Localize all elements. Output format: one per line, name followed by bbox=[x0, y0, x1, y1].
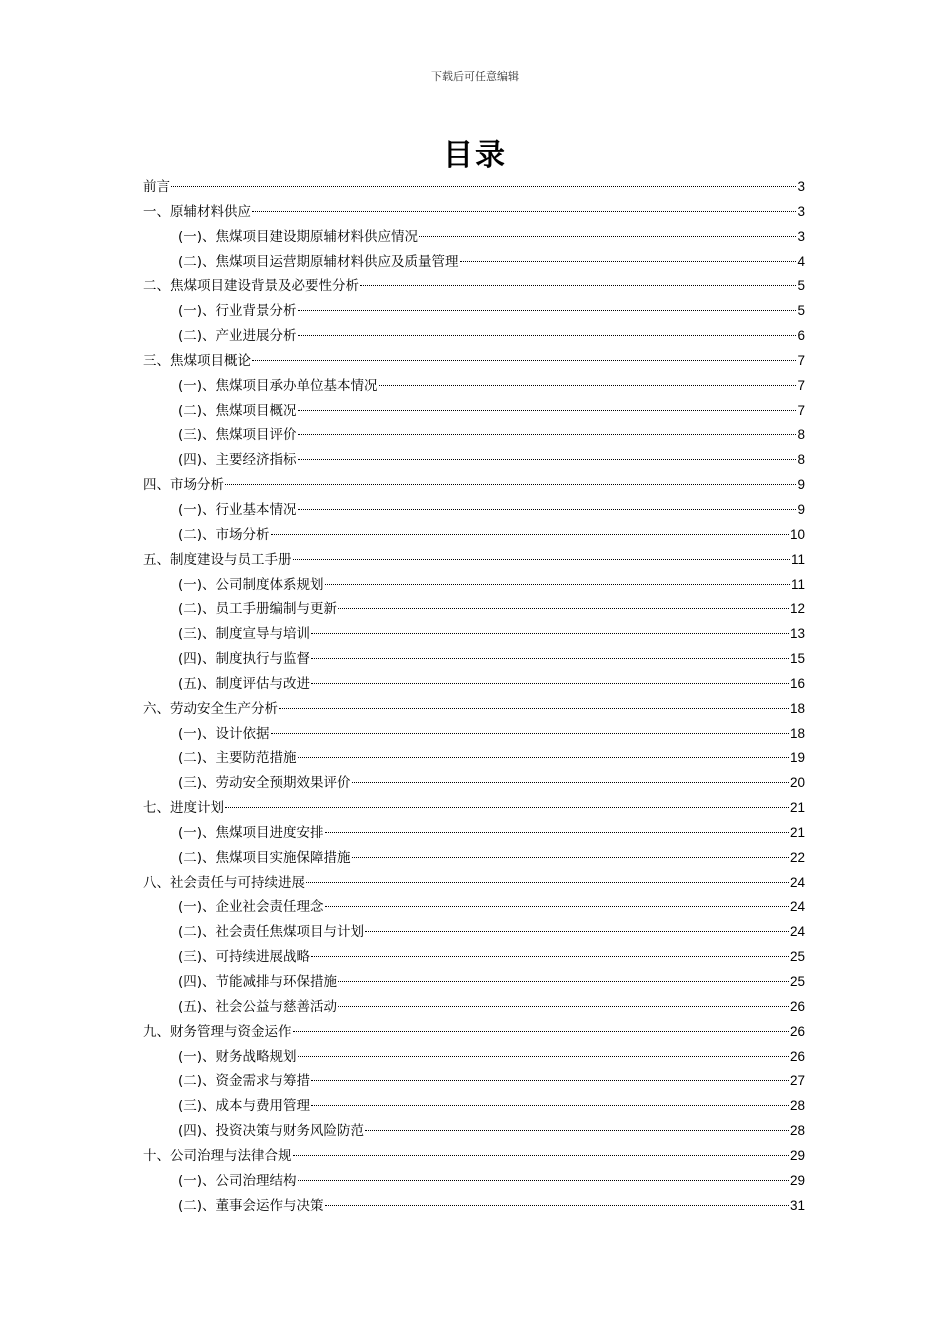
toc-entry-page-number: 9 bbox=[797, 501, 805, 517]
toc-entry-label: (一)、财务战略规划 bbox=[178, 1048, 297, 1065]
toc-entry-page-number: 18 bbox=[789, 700, 805, 716]
toc-entry-page-number: 28 bbox=[789, 1098, 805, 1114]
toc-entry-label: (一)、焦煤项目进度安排 bbox=[178, 824, 324, 841]
toc-dot-leader bbox=[379, 385, 797, 386]
toc-entry-label: 九、财务管理与资金运作 bbox=[143, 1023, 292, 1040]
toc-entry-label: (四)、节能减排与环保措施 bbox=[178, 974, 338, 990]
toc-entry-label: (二)、董事会运作与决策 bbox=[178, 1197, 324, 1214]
toc-entry-page-number: 12 bbox=[789, 601, 805, 617]
toc-entry[interactable] bbox=[143, 523, 805, 548]
toc-dot-leader bbox=[311, 658, 789, 659]
toc-dot-leader bbox=[171, 186, 796, 187]
toc-entry-label: (三)、成本与费用管理 bbox=[178, 1098, 311, 1115]
toc-dot-leader bbox=[298, 410, 797, 411]
toc-dot-leader bbox=[225, 807, 789, 808]
toc-entry-label: (一)、焦煤项目承办单位基本情况 bbox=[178, 377, 378, 394]
toc-dot-leader bbox=[298, 434, 797, 435]
toc-entry-page-number: 15 bbox=[789, 651, 805, 667]
toc-entry-page-number: 7 bbox=[797, 402, 805, 418]
toc-dot-leader bbox=[311, 1080, 789, 1081]
toc-entry-page-number: 26 bbox=[789, 1048, 805, 1064]
toc-entry[interactable] bbox=[143, 324, 805, 349]
toc-entry-label: (四)、主要经济指标 bbox=[178, 452, 297, 469]
toc-dot-leader bbox=[298, 509, 797, 510]
toc-dot-leader bbox=[338, 1006, 789, 1007]
toc-entry[interactable] bbox=[143, 995, 805, 1020]
toc-dot-leader bbox=[419, 236, 796, 237]
toc-entry-label: 七、进度计划 bbox=[143, 800, 224, 817]
toc-entry[interactable] bbox=[143, 225, 805, 250]
toc-entry[interactable] bbox=[143, 821, 805, 846]
toc-entry-label: (一)、行业背景分析 bbox=[178, 303, 297, 320]
toc-entry[interactable] bbox=[143, 423, 805, 448]
toc-entry[interactable] bbox=[143, 846, 805, 871]
toc-entry[interactable] bbox=[143, 796, 805, 821]
toc-entry-label: (三)、劳动安全预期效果评价 bbox=[178, 775, 351, 792]
toc-entry-page-number: 24 bbox=[789, 899, 805, 915]
toc-entry-page-number: 5 bbox=[797, 303, 805, 319]
toc-entry-page-number: 4 bbox=[797, 253, 805, 269]
toc-dot-leader bbox=[271, 733, 789, 734]
toc-entry-label: (一)、行业基本情况 bbox=[178, 501, 297, 518]
toc-entry-label: (二)、主要防范措施 bbox=[178, 750, 297, 767]
toc-dot-leader bbox=[293, 559, 790, 560]
toc-entry-page-number: 31 bbox=[789, 1197, 805, 1213]
toc-entry[interactable] bbox=[143, 622, 805, 647]
toc-entry[interactable] bbox=[143, 1194, 805, 1219]
toc-entry[interactable] bbox=[143, 200, 805, 225]
toc-entry-page-number: 26 bbox=[789, 1023, 805, 1039]
toc-entry[interactable] bbox=[143, 697, 805, 722]
toc-entry-page-number: 25 bbox=[789, 974, 805, 989]
toc-dot-leader bbox=[271, 534, 789, 535]
toc-entry-label: 前言 bbox=[143, 179, 170, 195]
toc-entry-label: (一)、企业社会责任理念 bbox=[178, 899, 324, 916]
toc-entry[interactable] bbox=[143, 548, 805, 573]
toc-entry[interactable] bbox=[143, 1094, 805, 1119]
toc-entry-page-number: 29 bbox=[789, 1147, 805, 1163]
toc-dot-leader bbox=[325, 584, 790, 585]
toc-entry-label: (二)、焦煤项目实施保障措施 bbox=[178, 849, 351, 866]
toc-entry-label: (二)、焦煤项目运营期原辅材料供应及质量管理 bbox=[178, 253, 459, 270]
toc-entry[interactable] bbox=[143, 473, 805, 498]
toc-dot-leader bbox=[311, 683, 789, 684]
toc-entry[interactable] bbox=[143, 746, 805, 771]
toc-entry-page-number: 24 bbox=[789, 924, 805, 940]
toc-dot-leader bbox=[325, 1205, 789, 1206]
toc-entry[interactable] bbox=[143, 722, 805, 747]
toc-entry-page-number: 10 bbox=[789, 526, 805, 542]
table-of-contents bbox=[143, 175, 805, 1218]
toc-entry-label: 五、制度建设与员工手册 bbox=[143, 551, 292, 568]
toc-entry-label: 四、市场分析 bbox=[143, 477, 224, 494]
toc-entry-label: 二、焦煤项目建设背景及必要性分析 bbox=[143, 278, 359, 295]
toc-entry[interactable] bbox=[143, 672, 805, 697]
toc-entry-page-number: 16 bbox=[789, 675, 805, 691]
toc-dot-leader bbox=[360, 285, 796, 286]
toc-entry-page-number: 6 bbox=[797, 328, 805, 344]
toc-dot-leader bbox=[338, 981, 789, 982]
toc-entry-label: (二)、焦煤项目概况 bbox=[178, 402, 297, 419]
toc-entry-label: (二)、资金需求与筹措 bbox=[178, 1073, 311, 1090]
toc-entry-label: 十、公司治理与法律合规 bbox=[143, 1147, 292, 1164]
toc-entry-page-number: 3 bbox=[797, 179, 805, 194]
toc-entry[interactable] bbox=[143, 349, 805, 374]
toc-dot-leader bbox=[293, 1031, 789, 1032]
toc-entry[interactable] bbox=[143, 274, 805, 299]
toc-dot-leader bbox=[365, 931, 789, 932]
toc-entry-page-number: 7 bbox=[797, 377, 805, 393]
toc-entry[interactable] bbox=[143, 771, 805, 796]
toc-entry-page-number: 11 bbox=[790, 551, 805, 567]
toc-entry-label: (三)、焦煤项目评价 bbox=[178, 427, 297, 444]
toc-dot-leader bbox=[252, 211, 796, 212]
toc-entry-page-number: 8 bbox=[797, 427, 805, 443]
toc-entry-page-number: 11 bbox=[790, 576, 805, 592]
toc-entry[interactable] bbox=[143, 920, 805, 945]
toc-entry[interactable] bbox=[143, 1144, 805, 1169]
toc-entry[interactable] bbox=[143, 374, 805, 399]
toc-dot-leader bbox=[293, 1155, 789, 1156]
toc-dot-leader bbox=[298, 757, 789, 758]
toc-entry-page-number: 9 bbox=[797, 477, 805, 493]
toc-entry-label: (四)、投资决策与财务风险防范 bbox=[178, 1123, 365, 1140]
toc-entry[interactable] bbox=[143, 175, 805, 200]
toc-entry[interactable] bbox=[143, 945, 805, 970]
toc-entry-label: (二)、产业进展分析 bbox=[178, 328, 297, 345]
toc-entry-label: (一)、公司制度体系规划 bbox=[178, 576, 324, 593]
toc-entry-label: (二)、社会责任焦煤项目与计划 bbox=[178, 924, 365, 941]
toc-dot-leader bbox=[365, 1130, 789, 1131]
toc-entry[interactable] bbox=[143, 1169, 805, 1194]
toc-entry-page-number: 3 bbox=[797, 228, 805, 244]
toc-dot-leader bbox=[252, 360, 796, 361]
toc-dot-leader bbox=[325, 832, 789, 833]
toc-dot-leader bbox=[352, 857, 789, 858]
toc-entry[interactable] bbox=[143, 1020, 805, 1045]
toc-dot-leader bbox=[460, 261, 797, 262]
toc-entry-page-number: 21 bbox=[789, 824, 805, 840]
toc-dot-leader bbox=[298, 1056, 789, 1057]
toc-entry[interactable] bbox=[143, 498, 805, 523]
toc-dot-leader bbox=[311, 956, 789, 957]
toc-entry[interactable] bbox=[143, 1069, 805, 1094]
toc-entry-label: 三、焦煤项目概论 bbox=[143, 352, 251, 369]
toc-entry-page-number: 3 bbox=[797, 203, 805, 219]
toc-entry-label: 一、原辅材料供应 bbox=[143, 203, 251, 220]
toc-entry-label: 六、劳动安全生产分析 bbox=[143, 700, 278, 717]
toc-entry-page-number: 13 bbox=[789, 626, 805, 642]
toc-entry-label: (五)、社会公益与慈善活动 bbox=[178, 998, 338, 1015]
toc-entry-label: (二)、市场分析 bbox=[178, 526, 270, 543]
toc-entry-label: (一)、公司治理结构 bbox=[178, 1172, 297, 1189]
toc-dot-leader bbox=[298, 1180, 789, 1181]
toc-entry-label: 八、社会责任与可持续进展 bbox=[143, 874, 305, 891]
toc-entry-page-number: 5 bbox=[797, 278, 805, 294]
toc-dot-leader bbox=[225, 484, 796, 485]
toc-entry[interactable] bbox=[143, 250, 805, 275]
toc-dot-leader bbox=[306, 882, 789, 883]
toc-entry[interactable] bbox=[143, 871, 805, 896]
toc-entry[interactable] bbox=[143, 299, 805, 324]
toc-dot-leader bbox=[298, 335, 797, 336]
toc-entry[interactable] bbox=[143, 399, 805, 424]
page-title: 目录 bbox=[443, 138, 507, 173]
toc-dot-leader bbox=[298, 310, 797, 311]
toc-entry-page-number: 26 bbox=[789, 998, 805, 1014]
toc-dot-leader bbox=[279, 708, 789, 709]
toc-entry[interactable] bbox=[143, 448, 805, 473]
toc-entry-page-number: 21 bbox=[789, 800, 805, 816]
toc-entry-label: (五)、制度评估与改进 bbox=[178, 675, 311, 692]
toc-entry[interactable] bbox=[143, 970, 805, 995]
toc-entry-label: (一)、设计依据 bbox=[178, 725, 270, 742]
toc-entry[interactable] bbox=[143, 1119, 805, 1144]
header-note: 下载后可任意编辑 bbox=[431, 70, 519, 83]
toc-dot-leader bbox=[338, 608, 789, 609]
toc-entry[interactable] bbox=[143, 1045, 805, 1070]
toc-entry-page-number: 29 bbox=[789, 1172, 805, 1188]
toc-entry-label: (二)、员工手册编制与更新 bbox=[178, 601, 338, 618]
toc-dot-leader bbox=[311, 1105, 789, 1106]
toc-entry-page-number: 24 bbox=[789, 874, 805, 890]
toc-entry-page-number: 18 bbox=[789, 725, 805, 741]
toc-entry-page-number: 27 bbox=[789, 1073, 805, 1089]
toc-entry[interactable] bbox=[143, 895, 805, 920]
toc-entry-page-number: 20 bbox=[789, 775, 805, 791]
toc-dot-leader bbox=[311, 633, 789, 634]
toc-entry-page-number: 7 bbox=[797, 352, 805, 368]
toc-entry-label: (一)、焦煤项目建设期原辅材料供应情况 bbox=[178, 228, 419, 245]
toc-entry-page-number: 8 bbox=[797, 452, 805, 468]
toc-entry-label: (三)、可持续进展战略 bbox=[178, 949, 311, 966]
toc-entry[interactable] bbox=[143, 647, 805, 672]
toc-entry-page-number: 22 bbox=[789, 849, 805, 865]
toc-entry-page-number: 28 bbox=[789, 1123, 805, 1139]
toc-entry-page-number: 25 bbox=[789, 949, 805, 965]
toc-entry-label: (四)、制度执行与监督 bbox=[178, 651, 311, 668]
toc-entry[interactable] bbox=[143, 597, 805, 622]
toc-dot-leader bbox=[325, 906, 789, 907]
toc-dot-leader bbox=[298, 459, 797, 460]
toc-entry-label: (三)、制度宣导与培训 bbox=[178, 626, 311, 643]
toc-entry-page-number: 19 bbox=[789, 750, 805, 766]
toc-entry[interactable] bbox=[143, 573, 805, 598]
toc-dot-leader bbox=[352, 782, 789, 783]
